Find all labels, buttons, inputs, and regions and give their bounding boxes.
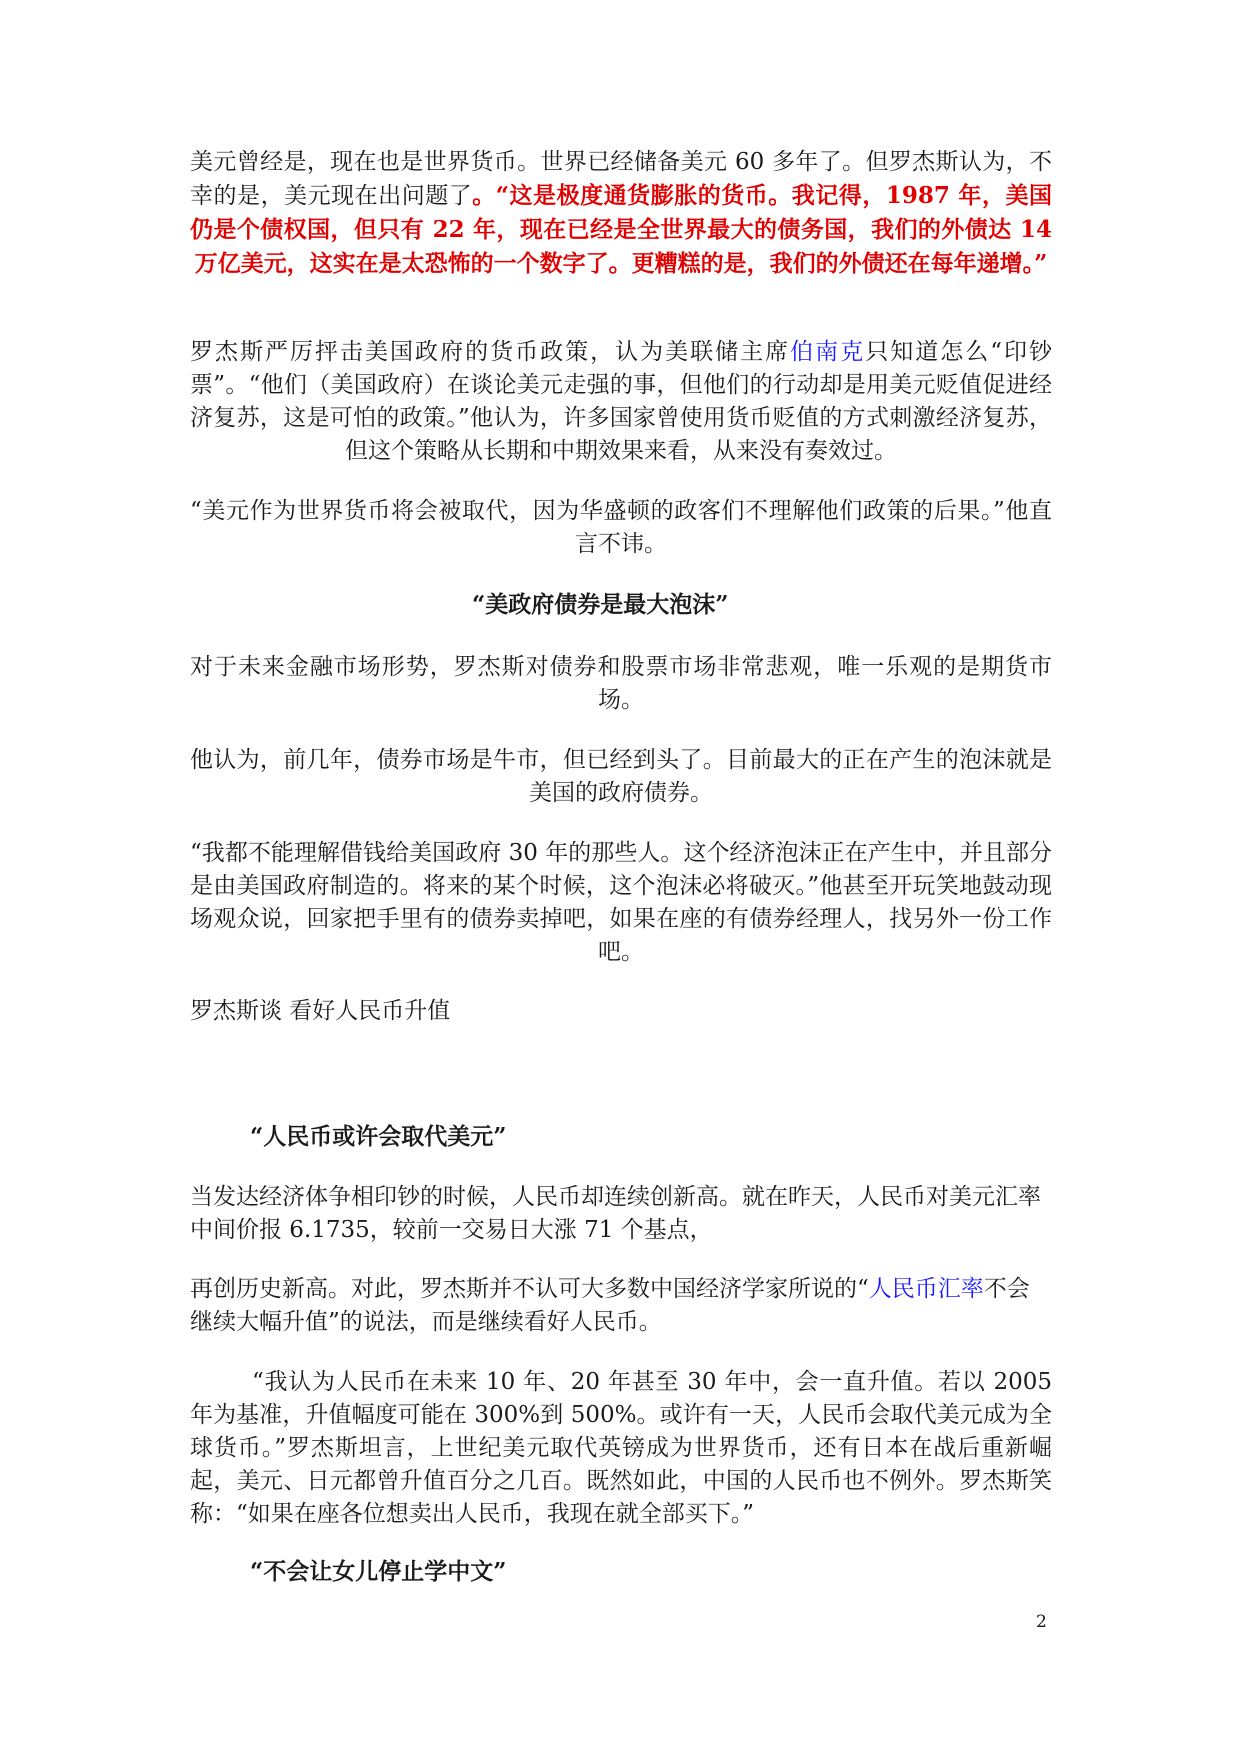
link-rmb-exchange-rate[interactable]: 人民币汇率 xyxy=(868,1276,984,1302)
paragraph-text: 罗杰斯严厉抨击美国政府的货币政策，认为美联储主席 xyxy=(190,339,791,365)
paragraph-monetary-policy xyxy=(190,336,1052,468)
paragraph-rmb-economists xyxy=(190,1273,1052,1339)
paragraph-dollar-replaced: “美元作为世界货币将会被取代，因为华盛顿的政客们不理解他们政策的后果。”他直言不讳。 xyxy=(190,498,1052,557)
section-heading-bonds: “美政府债券是最大泡沫” xyxy=(472,591,729,618)
section-heading-rmb: “人民币或许会取代美元” xyxy=(250,1123,507,1150)
paragraph-text: 不会继续大幅升值”的说法，而是继续看好人民币。 xyxy=(190,1276,1030,1335)
link-bernanke[interactable]: 伯南克 xyxy=(790,339,866,365)
emphasis-quote: 。“这是极度通货膨胀的货币。我记得，1987 年，美国仍是个债权国，但只有 22 年，现在已经是全世界最大的债务国，我们的外债达 14 万亿美元，这实在是太恐怖的一个数字了。更糟糕的是，我们的外债还在每年递增。” xyxy=(190,182,1052,277)
section-heading-daughter: “不会让女儿停止学中文” xyxy=(250,1558,507,1585)
page-number: 2 xyxy=(1036,1612,1047,1632)
paragraph-text: 再创历史新高。对此，罗杰斯并不认可大多数中国经济学家所说的“ xyxy=(190,1276,869,1302)
paragraph-subtitle-rmb: 罗杰斯谈 看好人民币升值 xyxy=(190,998,451,1024)
paragraph-dollar-intro xyxy=(190,146,1052,281)
paragraph-rmb-appreciation: “我认为人民币在未来 10 年、20 年甚至 30 年中，会一直升值。若以 2005 年为基准，升值幅度可能在 300%到 500%。或许有一天，人民币会取代美元成为全球货币。”罗杰斯坦言，上世纪美元取代英镑成为世界货币，还有日本在战后重新崛起，美元、日元都曾升值百分之几百。既然如此，中国的人民币也不例外。罗杰斯笑称：“如果在座各位想卖出人民币，我现在就全部买下。” xyxy=(190,1369,1052,1527)
paragraph-bond-bubble: 他认为，前几年，债券市场是牛市，但已经到头了。目前最大的正在产生的泡沫就是美国的政府债券。 xyxy=(190,747,1052,806)
paragraph-rmb-rate: 当发达经济体争相印钞的时候，人民币却连续创新高。就在昨天，人民币对美元汇率中间价报 6.1735，较前一交易日大涨 71 个基点， xyxy=(190,1184,1041,1243)
paragraph-bond-quote: “我都不能理解借钱给美国政府 30 年的那些人。这个经济泡沫正在产生中，并且部分是由美国政府制造的。将来的某个时候，这个泡沫必将破灭。”他甚至开玩笑地鼓动现场观众说，回家把手里有的债券卖掉吧，如果在座的有债券经理人，找另外一份工作吧。 xyxy=(190,840,1052,965)
paragraph-text: 只知道怎么“印钞票”。“他们（美国政府）在谈论美元走强的事，但他们的行动却是用美元贬值促进经济复苏，这是可怕的政策。”他认为，许多国家曾使用货币贬值的方式刺激经济复苏，但这个策略从长期和中期效果来看，从来没有奏效过。 xyxy=(190,339,1053,464)
paragraph-market-outlook: 对于未来金融市场形势，罗杰斯对债券和股票市场非常悲观，唯一乐观的是期货市场。 xyxy=(190,654,1052,713)
paragraph-text: 美元曾经是，现在也是世界货币。世界已经储备美元 60 多年了。但罗杰斯认为，不幸的是，美元现在出问题了 xyxy=(190,149,1052,209)
